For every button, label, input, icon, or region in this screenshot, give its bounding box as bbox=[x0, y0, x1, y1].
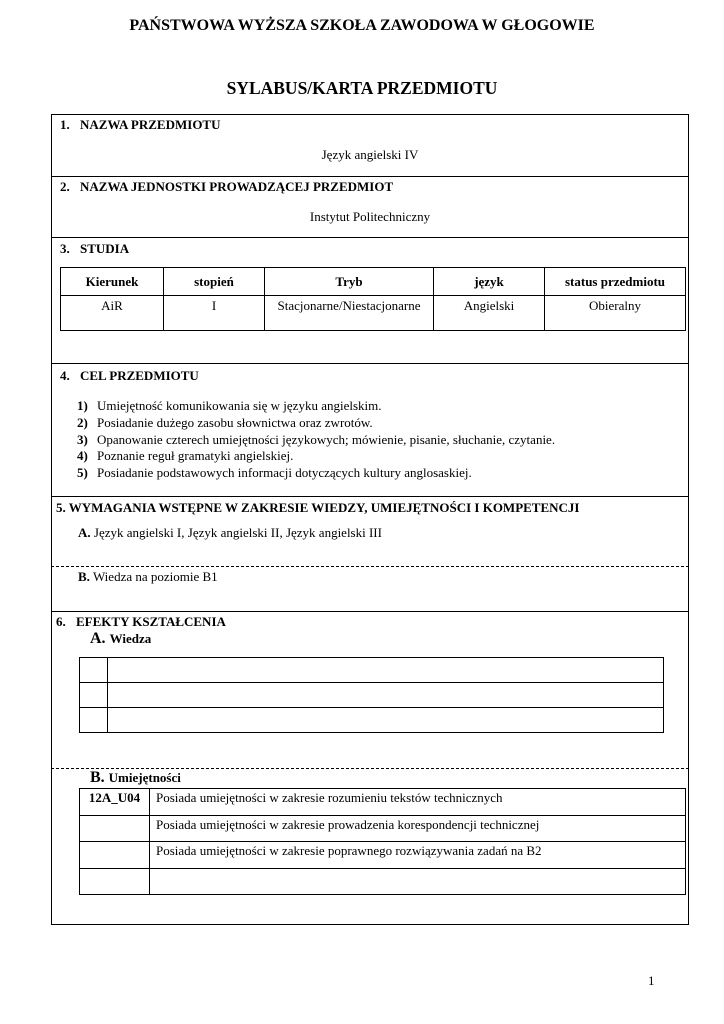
requirement-b-label: B. bbox=[78, 569, 90, 584]
skill-text bbox=[150, 868, 686, 895]
skills-label: B. bbox=[90, 769, 105, 786]
section1-number: 1. bbox=[60, 117, 70, 132]
skill-code bbox=[80, 868, 150, 895]
section4-heading bbox=[60, 368, 199, 384]
cell-stopien: I bbox=[164, 296, 265, 331]
divider-1 bbox=[51, 176, 689, 177]
skills-row bbox=[80, 815, 686, 842]
section1-heading bbox=[60, 117, 221, 133]
knowledge-text-cell bbox=[108, 658, 664, 683]
skill-text: Posiada umiejętności w zakresie rozumieniu tekstów technicznych bbox=[150, 789, 686, 816]
divider-5a bbox=[51, 566, 689, 567]
school-name: PAŃSTWOWA WYŻSZA SZKOŁA ZAWODOWA W GŁOGOWIE bbox=[129, 17, 595, 34]
course-name: Język angielski IV bbox=[321, 147, 419, 162]
goal-text: Posiadanie dużego zasobu słownictwa oraz zwrotów. bbox=[97, 414, 373, 430]
skills-row bbox=[80, 842, 686, 869]
skills-row bbox=[80, 868, 686, 895]
goal-item bbox=[77, 432, 555, 449]
goal-text: Posiadanie podstawowych informacji dotyczących kultury anglosaskiej. bbox=[97, 465, 472, 481]
skills-subheading bbox=[90, 769, 181, 787]
section3-heading bbox=[60, 241, 129, 257]
requirement-a-text: Język angielski I, Język angielski II, Język angielski III bbox=[93, 525, 382, 540]
col-tryb: Tryb bbox=[265, 268, 434, 296]
skill-code bbox=[80, 815, 150, 842]
studies-header-row bbox=[61, 268, 686, 296]
goal-item bbox=[77, 448, 555, 465]
knowledge-label: A. bbox=[90, 630, 106, 647]
cell-kierunek: AiR bbox=[61, 296, 164, 331]
goal-number: 4) bbox=[77, 448, 88, 464]
knowledge-text-cell bbox=[108, 708, 664, 733]
col-stopien: stopień bbox=[164, 268, 265, 296]
goal-number: 5) bbox=[77, 465, 88, 481]
knowledge-code-cell bbox=[80, 683, 108, 708]
goal-item bbox=[77, 415, 555, 432]
section1-title: NAZWA PRZEDMIOTU bbox=[80, 117, 221, 132]
col-kierunek: Kierunek bbox=[61, 268, 164, 296]
skills-title: Umiejętności bbox=[108, 770, 181, 785]
studies-data-row bbox=[61, 296, 686, 331]
goal-item bbox=[77, 398, 555, 415]
knowledge-table bbox=[79, 657, 664, 733]
requirement-b-text: Wiedza na poziomie B1 bbox=[92, 569, 218, 584]
unit-name: Instytut Politechniczny bbox=[309, 209, 431, 224]
section3-title: STUDIA bbox=[80, 241, 130, 256]
knowledge-code-cell bbox=[80, 658, 108, 683]
goals-list bbox=[77, 398, 555, 482]
col-status: status przedmiotu bbox=[545, 268, 686, 296]
section5-heading: 5. WYMAGANIA WSTĘPNE W ZAKRESIE WIEDZY, UMIEJĘTNOŚCI I KOMPETENCJI bbox=[56, 500, 580, 515]
section4-title: CEL PRZEDMIOTU bbox=[80, 368, 199, 383]
goal-text: Poznanie reguł gramatyki angielskiej. bbox=[97, 448, 294, 464]
skills-table bbox=[79, 788, 686, 895]
knowledge-subheading bbox=[90, 630, 151, 648]
skill-code bbox=[80, 842, 150, 869]
studies-table bbox=[60, 267, 686, 331]
cell-jezyk: Angielski bbox=[434, 296, 545, 331]
goal-item bbox=[77, 465, 555, 482]
section6-heading bbox=[56, 614, 226, 630]
goal-text: Umiejętność komunikowania się w języku angielskim. bbox=[97, 398, 382, 413]
cell-tryb: Stacjonarne/Niestacjonarne bbox=[265, 296, 434, 331]
section6-title: EFEKTY KSZTAŁCENIA bbox=[76, 614, 226, 629]
goal-text: Opanowanie czterech umiejętności językowych; mówienie, pisanie, słuchanie, czytanie. bbox=[97, 431, 556, 447]
col-jezyk: język bbox=[434, 268, 545, 296]
goal-number: 1) bbox=[77, 398, 88, 413]
divider-3 bbox=[51, 363, 689, 364]
section2-number: 2. bbox=[60, 179, 70, 194]
knowledge-row bbox=[80, 658, 664, 683]
knowledge-code-cell bbox=[80, 708, 108, 733]
section2-heading bbox=[60, 179, 393, 195]
requirement-a-label: A. bbox=[78, 525, 91, 540]
skill-text: Posiada umiejętności w zakresie poprawnego rozwiązywania zadań na B2 bbox=[150, 842, 686, 869]
divider-5 bbox=[51, 611, 689, 612]
section4-number: 4. bbox=[60, 368, 70, 383]
goal-number: 2) bbox=[77, 414, 88, 430]
divider-2 bbox=[51, 237, 689, 238]
page-number: 1 bbox=[648, 973, 655, 988]
goal-number: 3) bbox=[77, 431, 88, 447]
knowledge-text-cell bbox=[108, 683, 664, 708]
requirement-a bbox=[78, 525, 382, 541]
knowledge-row bbox=[80, 708, 664, 733]
cell-status: Obieralny bbox=[545, 296, 686, 331]
section6-number: 6. bbox=[56, 614, 66, 629]
skills-row bbox=[80, 789, 686, 816]
divider-4 bbox=[51, 496, 689, 497]
knowledge-row bbox=[80, 683, 664, 708]
section3-number: 3. bbox=[60, 241, 70, 256]
requirement-b bbox=[78, 569, 218, 585]
document-title: SYLABUS/KARTA PRZEDMIOTU bbox=[226, 78, 498, 98]
knowledge-title: Wiedza bbox=[109, 631, 152, 646]
section2-title: NAZWA JEDNOSTKI PROWADZĄCEJ PRZEDMIOT bbox=[80, 179, 394, 194]
skill-code: 12A_U04 bbox=[80, 789, 150, 816]
skill-text: Posiada umiejętności w zakresie prowadzenia korespondencji technicznej bbox=[150, 815, 686, 842]
